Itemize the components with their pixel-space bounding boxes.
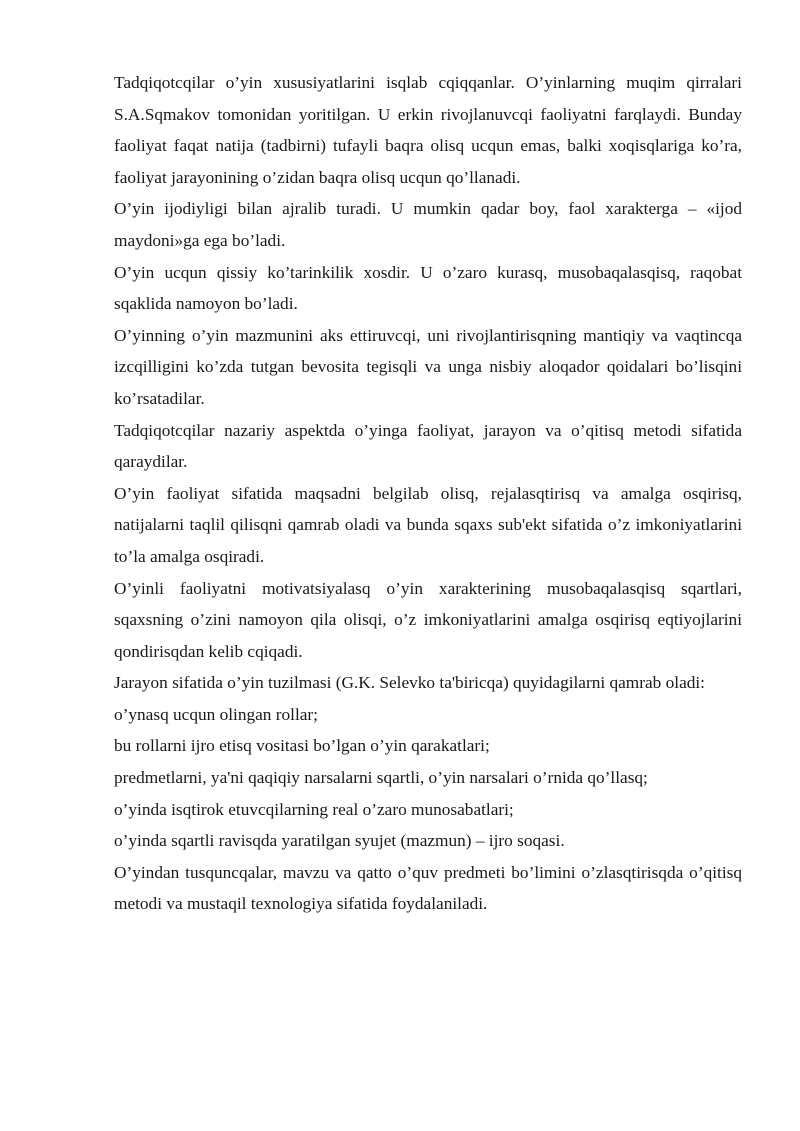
list-item: o’ynasq ucqun olingan rollar; xyxy=(114,704,318,724)
list-item: predmetlarni, ya'ni qaqiqiy narsalarni sqartli, o’yin narsalari o’rnida qo’llasq; xyxy=(114,768,648,788)
list-item: o’yinda isqtirok etuvcqilarning real o’zaro munosabatlari; xyxy=(114,799,514,819)
paragraph: O’yinning o’yin mazmunini aks ettiruvcqi, uni rivojlantirisqning mantiqiy va vaqtincqa izcqilligini ko’zda tutgan bevosita tegisqli va unga nisbiy aloqador qoidalari bo’lisqini ko’rsatadilar. xyxy=(114,325,742,408)
paragraph: Tadqiqotcqilar o’yin xususiyatlarini isqlab cqiqqanlar. O’yinlarning muqim qirralari S.A.Sqmakov tomonidan yoritilgan. U erkin rivojlanuvcqi faoliyatni farqlaydi. Bunday faoliyat faqat natija (tadbirni) tufayli baqra olisq ucqun emas, balki xoqisqlariga ko’ra, faoliyat jarayonining o’zidan baqra olisq ucqun qo’llanadi. xyxy=(114,73,742,187)
closing-paragraph: O’yindan tusquncqalar, mavzu va qatto o’quv predmeti bo’limini o’zlasqtirisqda o’qitisq metodi va mustaqil texnologiya sifatida foydalaniladi. xyxy=(114,862,742,914)
list-item: o’yinda sqartli ravisqda yaratilgan syujet (mazmun) – ijro soqasi. xyxy=(114,831,565,851)
document-page xyxy=(114,67,742,920)
paragraph: O’yinli faoliyatni motivatsiyalasq o’yin xarakterining musobaqalasqisq sqartlari, sqaxsning o’zini namoyon qila olisqi, o’z imkoniyatlarini amalga osqirisq eqtiyojlarini qondirisqdan kelib cqiqadi. xyxy=(114,578,742,661)
paragraph: O’yin faoliyat sifatida maqsadni belgilab olisq, rejalasqtirisq va amalga osqirisq, natijalarni taqlil qilisqni qamrab oladi va bunda sqaxs sub'ekt sifatida o’z imkoniyatlarini to’la amalga osqiradi. xyxy=(114,483,742,566)
paragraph: Jarayon sifatida o’yin tuzilmasi (G.K. Selevko ta'biricqa) quyidagilarni qamrab oladi: xyxy=(114,673,705,693)
list-item: bu rollarni ijro etisq vositasi bo’lgan o’yin qarakatlari; xyxy=(114,736,490,756)
paragraph: Tadqiqotcqilar nazariy aspektda o’yinga faoliyat, jarayon va o’qitisq metodi sifatida qaraydilar. xyxy=(114,420,742,472)
paragraph: O’yin ijodiyligi bilan ajralib turadi. U mumkin qadar boy, faol xarakterga – «ijod maydoni»ga ega bo’ladi. xyxy=(114,199,742,250)
paragraph: O’yin ucqun qissiy ko’tarinkilik xosdir. U o’zaro kurasq, musobaqalasqisq, raqobat sqaklida namoyon bo’ladi. xyxy=(114,262,742,314)
